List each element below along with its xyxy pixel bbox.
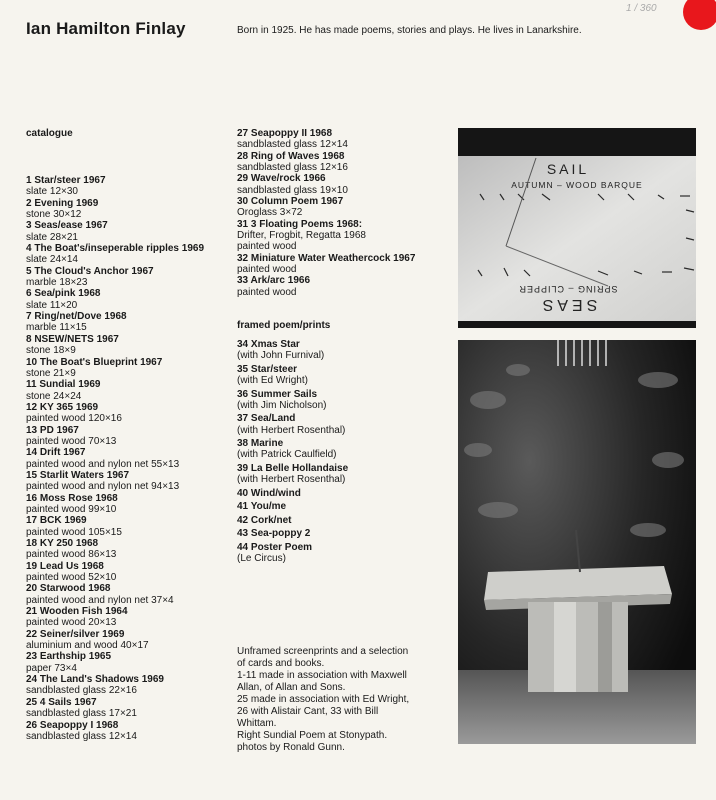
entry-detail: painted wood 70×13 <box>26 435 117 447</box>
entry-title: 6 Sea/pink 1968 <box>26 288 101 300</box>
notes-line: photos by Ronald Gunn. <box>237 742 345 753</box>
catalogue-entry <box>237 389 447 412</box>
entry-detail: painted wood 120×16 <box>26 413 122 425</box>
entry-title: 40 Wind/wind <box>237 487 301 499</box>
catalogue-entry <box>26 266 231 289</box>
entry-title: 38 Marine <box>237 438 284 450</box>
catalogue-entry <box>237 528 447 539</box>
entry-title: 3 Seas/ease 1967 <box>26 220 108 232</box>
entry-detail: slate 11×20 <box>26 299 78 311</box>
catalogue-entry <box>237 488 447 499</box>
entry-title: 20 Starwood 1968 <box>26 583 111 595</box>
notes-line: Right Sundial Poem at Stonypath. <box>237 730 388 741</box>
entry-detail: marble 18×23 <box>26 277 88 289</box>
entry-title: 32 Miniature Water Weathercock 1967 <box>237 252 416 264</box>
page-title: Ian Hamilton Finlay <box>26 19 186 38</box>
entry-title: 39 La Belle Hollandaise <box>237 462 349 474</box>
entry-detail: stone 30×12 <box>26 209 82 221</box>
entry-detail: painted wood <box>237 264 297 276</box>
catalogue-entry <box>26 515 231 538</box>
catalogue-entry <box>26 379 231 402</box>
catalogue-entry <box>237 128 447 151</box>
sundial-word-bottom: SEAS <box>538 296 598 313</box>
entry-detail: painted wood and nylon net 94×13 <box>26 481 180 493</box>
catalogue-heading: catalogue <box>26 128 73 139</box>
catalogue-entry <box>237 413 447 436</box>
entry-title: 2 Evening 1969 <box>26 197 99 209</box>
entry-title: 41 You/me <box>237 501 287 513</box>
catalogue-column-1 <box>26 175 231 742</box>
entry-detail: slate 28×21 <box>26 231 78 243</box>
notes-line: of cards and books. <box>237 658 325 669</box>
entry-detail: sandblasted glass 12×14 <box>26 730 137 742</box>
catalogue-entry <box>26 447 231 470</box>
entry-title: 27 Seapoppy II 1968 <box>237 128 333 139</box>
entry-title: 44 Poster Poem <box>237 541 313 553</box>
entry-detail: marble 11×15 <box>26 322 87 334</box>
entry-title: 12 KY 365 1969 <box>26 401 99 413</box>
entry-title: 5 The Cloud's Anchor 1967 <box>26 265 154 277</box>
notes-line: Unframed screenprints and a selection <box>237 646 409 657</box>
catalogue-entry <box>237 253 447 276</box>
entry-title: 23 Earthship 1965 <box>26 651 112 663</box>
catalogue-entry <box>26 651 231 674</box>
sundial-slab-photo <box>458 128 696 328</box>
entry-title: 43 Sea-poppy 2 <box>237 528 311 540</box>
entry-detail: (with Herbert Rosenthal) <box>237 474 346 486</box>
entry-detail: Oroglass 3×72 <box>237 207 303 219</box>
catalogue-entry <box>26 243 231 266</box>
entry-detail: painted wood 20×13 <box>26 617 117 629</box>
entry-title: 8 NSEW/NETS 1967 <box>26 333 119 345</box>
catalogue-entry <box>26 561 231 584</box>
artist-bio: Born in 1925. He has made poems, stories and plays. He lives in Lanarkshire. <box>237 25 582 36</box>
entry-title: 22 Seiner/silver 1969 <box>26 628 125 640</box>
entry-detail: painted wood 52×10 <box>26 572 117 584</box>
entry-title: 14 Drift 1967 <box>26 447 86 459</box>
entry-title: 28 Ring of Waves 1968 <box>237 150 345 162</box>
entry-detail: painted wood 99×10 <box>26 503 117 515</box>
notes-line: Allan, of Allan and Sons. <box>237 682 346 693</box>
entry-title: 17 BCK 1969 <box>26 515 87 527</box>
entry-detail: painted wood and nylon net 55×13 <box>26 458 180 470</box>
entry-detail: stone 21×9 <box>26 367 76 379</box>
garden-sundial-photo <box>458 340 696 744</box>
entry-detail: painted wood <box>237 286 297 298</box>
catalogue-entry <box>237 339 447 362</box>
catalogue-entry <box>26 470 231 493</box>
entry-title: 33 Ark/arc 1966 <box>237 275 311 287</box>
catalogue-entry <box>237 196 447 219</box>
entry-detail: sandblasted glass 22×16 <box>26 685 137 697</box>
entry-title: 18 KY 250 1968 <box>26 538 99 549</box>
catalogue-column-2 <box>237 128 447 298</box>
catalogue-entry <box>26 720 231 743</box>
entry-detail: Drifter, Frogbit, Regatta 1968 <box>237 230 366 242</box>
catalogue-entry <box>237 275 447 298</box>
catalogue-entry <box>237 364 447 387</box>
entry-title: 30 Column Poem 1967 <box>237 196 344 208</box>
catalogue-entry <box>26 493 231 516</box>
entry-detail: painted wood <box>237 241 297 253</box>
pencil-annotation: 1 / 360 <box>626 3 657 14</box>
entry-detail: painted wood 105×15 <box>26 526 122 538</box>
entry-title: 24 The Land's Shadows 1969 <box>26 674 164 686</box>
entry-detail: painted wood and nylon net 37×4 <box>26 594 174 606</box>
catalogue-entry <box>26 425 231 448</box>
entry-detail: sandblasted glass 12×16 <box>237 162 348 174</box>
sundial-line-top: AUTUMN – WOOD BARQUE <box>511 180 643 190</box>
entry-title: 25 4 Sails 1967 <box>26 696 97 708</box>
catalogue-entry <box>26 538 231 561</box>
entry-title: 35 Star/steer <box>237 363 298 375</box>
entry-title: 7 Ring/net/Dove 1968 <box>26 311 127 323</box>
notes-line: 26 with Alistair Cant, 33 with Bill <box>237 706 379 717</box>
catalogue-entry <box>26 175 231 198</box>
notes <box>237 646 452 754</box>
entry-detail: paper 73×4 <box>26 662 77 674</box>
entry-title: 42 Cork/net <box>237 514 292 526</box>
catalogue-entry <box>26 674 231 697</box>
entry-title: 36 Summer Sails <box>237 388 318 400</box>
entry-title: 31 3 Floating Poems 1968: <box>237 218 363 230</box>
entry-title: 1 Star/steer 1967 <box>26 175 106 186</box>
entry-detail: slate 12×30 <box>26 186 78 198</box>
entry-title: 29 Wave/rock 1966 <box>237 173 326 185</box>
catalogue-entry <box>26 334 231 357</box>
catalogue-entry <box>26 288 231 311</box>
entry-detail: sandblasted glass 12×14 <box>237 139 348 151</box>
entry-detail: aluminium and wood 40×17 <box>26 640 149 652</box>
sundial-line-bottom: SPRING – CLIPPER <box>518 284 618 294</box>
notes-line: 25 made in association with Ed Wright, <box>237 694 410 705</box>
notes-line: Whittam. <box>237 718 277 729</box>
entry-title: 19 Lead Us 1968 <box>26 560 104 572</box>
entry-title: 13 PD 1967 <box>26 424 79 436</box>
catalogue-entry <box>237 219 447 253</box>
catalogue-entry <box>26 697 231 720</box>
catalogue-entry <box>237 173 447 196</box>
catalogue-entry <box>26 198 231 221</box>
catalogue-entry <box>237 463 447 486</box>
catalogue-entry <box>26 220 231 243</box>
entry-detail: slate 24×14 <box>26 254 78 266</box>
entry-detail: sandblasted glass 19×10 <box>237 184 348 196</box>
catalogue-entry <box>237 542 447 565</box>
catalogue-entry <box>26 311 231 334</box>
entry-title: 10 The Boat's Blueprint 1967 <box>26 356 163 368</box>
framed-heading: framed poem/prints <box>237 320 331 331</box>
entry-detail: (with Patrick Caulfield) <box>237 449 337 461</box>
sundial-word-top: SAIL <box>546 161 590 177</box>
catalogue-entry <box>26 583 231 606</box>
catalogue-entry <box>26 606 231 629</box>
catalogue-entry <box>237 515 447 526</box>
entry-detail: painted wood 86×13 <box>26 549 117 561</box>
entry-title: 37 Sea/Land <box>237 413 296 425</box>
entry-title: 4 The Boat's/inseperable ripples 1969 <box>26 243 205 255</box>
entry-title: 11 Sundial 1969 <box>26 379 101 391</box>
catalogue-entry <box>237 151 447 174</box>
notes-line: 1-11 made in association with Maxwell <box>237 670 407 681</box>
entry-title: 34 Xmas Star <box>237 339 300 350</box>
catalogue-entry <box>26 629 231 652</box>
entry-detail: (with Jim Nicholson) <box>237 399 327 411</box>
entry-detail: stone 18×9 <box>26 345 76 357</box>
entry-detail: stone 24×24 <box>26 390 82 402</box>
framed-list <box>237 339 447 566</box>
entry-detail: sandblasted glass 17×21 <box>26 708 137 720</box>
entry-title: 15 Starlit Waters 1967 <box>26 469 130 481</box>
catalogue-entry <box>237 501 447 512</box>
entry-detail: (with Herbert Rosenthal) <box>237 424 346 436</box>
catalogue-entry <box>237 438 447 461</box>
entry-detail: (with John Furnival) <box>237 350 325 362</box>
catalogue-entry <box>26 402 231 425</box>
entry-title: 26 Seapoppy I 1968 <box>26 719 119 731</box>
catalogue-entry <box>26 357 231 380</box>
entry-title: 21 Wooden Fish 1964 <box>26 606 128 618</box>
entry-title: 16 Moss Rose 1968 <box>26 492 118 504</box>
entry-detail: (with Ed Wright) <box>237 375 308 387</box>
entry-detail: (Le Circus) <box>237 552 286 564</box>
red-sticker-dot <box>683 0 716 30</box>
